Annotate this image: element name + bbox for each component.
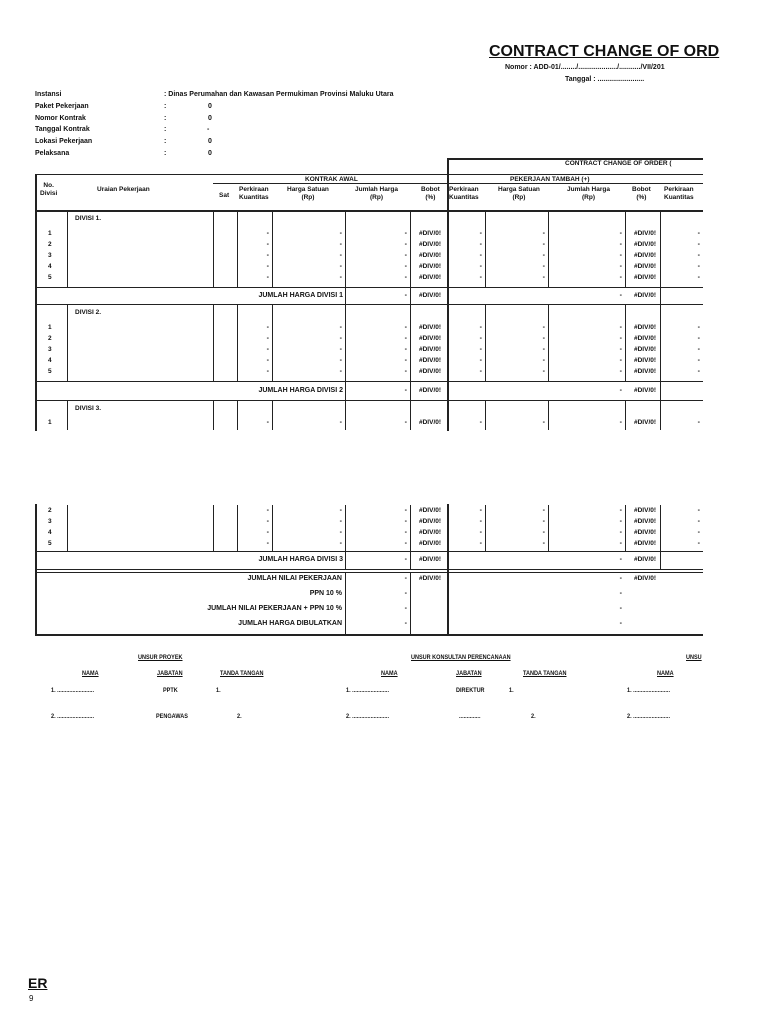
cell-dash: - [404, 605, 407, 612]
cell-div0: #DIV/0! [634, 556, 657, 563]
cell-dash: - [697, 540, 700, 547]
cell-dash: - [697, 335, 700, 342]
cell-dash: - [697, 241, 700, 248]
cell-div0: #DIV/0! [634, 419, 657, 426]
cell-dash: - [619, 230, 622, 237]
cell-dash: - [479, 263, 482, 270]
jabatan-heading: JABATAN [456, 670, 482, 677]
cell-dash: - [542, 346, 545, 353]
table-rule [213, 304, 214, 381]
cell-dash: - [339, 357, 342, 364]
col-bobot: Bobot (%) [421, 186, 440, 201]
cell-dash: - [542, 507, 545, 514]
cell-dash: - [697, 357, 700, 364]
cell-dash: - [619, 324, 622, 331]
table-rule [213, 183, 703, 184]
cell-dash: - [404, 263, 407, 270]
info-value-instansi: : Dinas Perumahan dan Kawasan Permukiman Provinsi Maluku Utara [164, 91, 394, 98]
unsur-konsultan-heading: UNSUR KONSULTAN PERENCANAAN [411, 654, 511, 661]
cell-dash: - [339, 507, 342, 514]
signature-name-line: 1. ........................ [346, 687, 389, 694]
cell-div0: #DIV/0! [419, 346, 442, 353]
cell-dash: - [619, 335, 622, 342]
cell-dash: - [697, 230, 700, 237]
cell-dash: - [542, 518, 545, 525]
row-number: 1 [48, 324, 52, 331]
row-number: 4 [48, 357, 52, 364]
row-number: 4 [48, 263, 52, 270]
cell-dash: - [619, 241, 622, 248]
cell-dash: - [542, 230, 545, 237]
cell-dash: - [479, 357, 482, 364]
cell-div0: #DIV/0! [419, 529, 442, 536]
signature-name-line: 2. ........................ [51, 713, 94, 720]
info-value-pelaksana: 0 [208, 150, 212, 157]
division-total-label: JUMLAH HARGA DIVISI 1 [258, 292, 343, 299]
division-title: DIVISI 3. [75, 405, 102, 412]
table-rule [35, 174, 703, 175]
col-no-divisi: No. Divisi [40, 182, 58, 197]
cell-dash: - [619, 575, 622, 582]
cell-dash: - [266, 241, 269, 248]
unsur-third-heading: UNSU [686, 654, 702, 661]
table-rule [625, 210, 626, 287]
row-number: 3 [48, 346, 52, 353]
col-perkiraan: Perkiraan Kuantitas [449, 186, 479, 201]
cell-dash: - [404, 518, 407, 525]
table-rule [660, 287, 661, 304]
signature-number: 1. [216, 687, 221, 694]
cell-dash: - [697, 252, 700, 259]
table-rule [35, 381, 703, 382]
cell-dash: - [619, 556, 622, 563]
cell-dash: - [404, 575, 407, 582]
cell-dash: - [339, 419, 342, 426]
table-rule [35, 400, 703, 401]
table-rule [410, 210, 411, 287]
row-number: 5 [48, 274, 52, 281]
cell-dash: - [266, 507, 269, 514]
col-jumlah-harga: Jumlah Harga (Rp) [567, 186, 610, 201]
cell-dash: - [697, 346, 700, 353]
division-title: DIVISI 2. [75, 309, 102, 316]
jabatan-pptk: PPTK [163, 687, 178, 694]
cell-dash: - [479, 518, 482, 525]
cell-dash: - [339, 230, 342, 237]
col-harga-satuan: Harga Satuan (Rp) [287, 186, 329, 201]
table-rule [410, 400, 411, 430]
cell-div0: #DIV/0! [634, 357, 657, 364]
info-label-lokasi: Lokasi Pekerjaan [35, 138, 93, 145]
cell-dash: - [542, 252, 545, 259]
cell-div0: #DIV/0! [634, 241, 657, 248]
cell-dash: - [266, 540, 269, 547]
row-number: 5 [48, 368, 52, 375]
cell-dash: - [697, 263, 700, 270]
table-rule [35, 572, 703, 573]
cell-dash: - [339, 529, 342, 536]
row-number: 5 [48, 540, 52, 547]
col-uraian: Uraian Pekerjaan [97, 186, 150, 193]
page-number: 9 [29, 994, 34, 1003]
cell-div0: #DIV/0! [419, 540, 442, 547]
footer-er: ER [28, 975, 48, 991]
cell-div0: #DIV/0! [634, 263, 657, 270]
cell-div0: #DIV/0! [419, 252, 442, 259]
cell-div0: #DIV/0! [419, 518, 442, 525]
cell-div0: #DIV/0! [634, 230, 657, 237]
cell-div0: #DIV/0! [634, 529, 657, 536]
cell-dash: - [619, 507, 622, 514]
tanda-tangan-heading: TANDA TANGAN [523, 670, 567, 677]
col-jumlah-harga: Jumlah Harga (Rp) [355, 186, 398, 201]
signature-number: 2. [531, 713, 536, 720]
table-rule [35, 569, 703, 570]
summary-label: JUMLAH NILAI PEKERJAAN [247, 575, 342, 582]
cell-div0: #DIV/0! [419, 230, 442, 237]
cell-dash: - [266, 252, 269, 259]
cell-div0: #DIV/0! [634, 292, 657, 299]
cell-dash: - [404, 324, 407, 331]
info-label-paket: Paket Pekerjaan [35, 103, 89, 110]
cell-dash: - [542, 419, 545, 426]
cell-dash: - [266, 335, 269, 342]
row-number: 3 [48, 252, 52, 259]
cell-div0: #DIV/0! [419, 241, 442, 248]
cell-dash: - [542, 274, 545, 281]
table-rule [67, 400, 68, 430]
table-rule [625, 304, 626, 381]
cell-div0: #DIV/0! [634, 518, 657, 525]
cell-dash: - [266, 368, 269, 375]
cell-dash: - [697, 419, 700, 426]
signature-number: 1. [509, 687, 514, 694]
cell-div0: #DIV/0! [419, 387, 442, 394]
cell-dash: - [339, 540, 342, 547]
page-gap [33, 431, 705, 504]
cell-dash: - [619, 419, 622, 426]
col-harga-satuan: Harga Satuan (Rp) [498, 186, 540, 201]
cell-div0: #DIV/0! [634, 575, 657, 582]
cell-dash: - [404, 590, 407, 597]
row-number: 2 [48, 335, 52, 342]
cell-dash: - [479, 529, 482, 536]
table-rule [660, 381, 661, 400]
cell-div0: #DIV/0! [419, 507, 442, 514]
cell-dash: - [697, 368, 700, 375]
cell-dash: - [619, 292, 622, 299]
cell-div0: #DIV/0! [419, 263, 442, 270]
col-bobot: Bobot (%) [632, 186, 651, 201]
cell-dash: - [542, 263, 545, 270]
cell-dash: - [404, 292, 407, 299]
cell-dash: - [542, 540, 545, 547]
cell-dash: - [404, 230, 407, 237]
cell-dash: - [266, 518, 269, 525]
row-number: 4 [48, 529, 52, 536]
cell-div0: #DIV/0! [634, 324, 657, 331]
cell-dash: - [339, 274, 342, 281]
cell-dash: - [266, 346, 269, 353]
summary-label: JUMLAH NILAI PEKERJAAN + PPN 10 % [207, 605, 342, 612]
cell-div0: #DIV/0! [634, 387, 657, 394]
table-rule [213, 400, 214, 430]
cell-dash: - [339, 252, 342, 259]
cell-dash: - [479, 335, 482, 342]
cco-table [35, 158, 703, 634]
cell-dash: - [697, 274, 700, 281]
cell-dash: - [404, 357, 407, 364]
signature-name-line: 1. ........................ [627, 687, 670, 694]
cell-dash: - [619, 263, 622, 270]
pekerjaan-tambah-header: PEKERJAAN TAMBAH (+) [510, 176, 590, 183]
info-value-paket: 0 [208, 103, 212, 110]
cell-dash: - [479, 230, 482, 237]
nama-heading: NAMA [657, 670, 674, 677]
cell-div0: #DIV/0! [419, 419, 442, 426]
division-title: DIVISI 1. [75, 215, 102, 222]
table-rule [410, 304, 411, 381]
cell-dash: - [479, 324, 482, 331]
signature-number: 2. [237, 713, 242, 720]
info-label-instansi: Instansi [35, 91, 62, 98]
cell-dash: - [404, 241, 407, 248]
cell-div0: #DIV/0! [419, 575, 442, 582]
cell-dash: - [542, 335, 545, 342]
cell-dash: - [339, 346, 342, 353]
cell-dash: - [339, 518, 342, 525]
cell-dash: - [619, 540, 622, 547]
table-rule [410, 381, 411, 400]
cell-dash: - [266, 357, 269, 364]
cell-dash: - [697, 518, 700, 525]
cell-dash: - [404, 387, 407, 394]
cell-dash: - [542, 529, 545, 536]
table-rule [625, 400, 626, 430]
table-rule [410, 551, 411, 569]
col-perkiraan: Perkiraan Kuantitas [664, 186, 694, 201]
cell-dash: - [619, 620, 622, 627]
cell-div0: #DIV/0! [419, 357, 442, 364]
row-number: 1 [48, 230, 52, 237]
row-number: 3 [48, 518, 52, 525]
cell-dash: - [479, 507, 482, 514]
cell-dash: - [619, 368, 622, 375]
cell-dash: - [479, 346, 482, 353]
signature-name-line: 1. ........................ [51, 687, 94, 694]
info-colon: : [164, 126, 167, 133]
cell-div0: #DIV/0! [634, 335, 657, 342]
cell-dash: - [479, 540, 482, 547]
document-title: CONTRACT CHANGE OF ORD [489, 43, 720, 60]
cell-dash: - [339, 324, 342, 331]
cell-dash: - [697, 507, 700, 514]
cell-div0: #DIV/0! [419, 274, 442, 281]
nama-heading: NAMA [82, 670, 99, 677]
row-number: 2 [48, 241, 52, 248]
table-rule [625, 505, 626, 551]
jabatan-pengawas: PENGAWAS [156, 713, 188, 720]
cell-dash: - [619, 387, 622, 394]
document-date: Tanggal : ........................ [565, 76, 645, 83]
cell-dash: - [619, 346, 622, 353]
table-rule [410, 505, 411, 551]
cell-dash: - [404, 419, 407, 426]
row-number: 2 [48, 507, 52, 514]
unsur-proyek-heading: UNSUR PROYEK [138, 654, 183, 661]
cell-dash: - [404, 368, 407, 375]
cell-dash: - [404, 335, 407, 342]
table-rule [67, 304, 68, 381]
row-number: 1 [48, 419, 52, 426]
cell-dash: - [339, 335, 342, 342]
jabatan-dots: .............. [459, 713, 481, 720]
table-rule [213, 505, 214, 551]
table-rule [35, 304, 703, 305]
info-colon: : [164, 115, 167, 122]
table-rule [213, 210, 214, 287]
cell-dash: - [619, 529, 622, 536]
cell-dash: - [479, 368, 482, 375]
kontrak-awal-header: KONTRAK AWAL [305, 176, 358, 183]
info-value-nomor-kontrak: 0 [208, 115, 212, 122]
cco-header: CONTRACT CHANGE OF ORDER ( [565, 160, 672, 167]
cell-dash: - [404, 540, 407, 547]
cell-dash: - [619, 252, 622, 259]
info-label-nomor-kontrak: Nomor Kontrak [35, 115, 86, 122]
cell-dash: - [266, 263, 269, 270]
table-rule [35, 210, 703, 212]
info-colon: : [164, 150, 167, 157]
col-sat: Sat [219, 192, 230, 199]
jabatan-direktur: DIREKTUR [456, 687, 485, 694]
cell-div0: #DIV/0! [419, 335, 442, 342]
cell-dash: - [619, 274, 622, 281]
cell-dash: - [619, 518, 622, 525]
tanda-tangan-heading: TANDA TANGAN [220, 670, 264, 677]
info-value-lokasi: 0 [208, 138, 212, 145]
cell-dash: - [479, 241, 482, 248]
table-rule [410, 287, 411, 304]
cell-div0: #DIV/0! [634, 252, 657, 259]
table-rule [67, 505, 68, 551]
cell-div0: #DIV/0! [419, 368, 442, 375]
cell-dash: - [697, 324, 700, 331]
cell-dash: - [339, 368, 342, 375]
cell-div0: #DIV/0! [634, 540, 657, 547]
signature-name-line: 2. ........................ [346, 713, 389, 720]
cell-dash: - [404, 529, 407, 536]
info-colon: : [164, 103, 167, 110]
cell-div0: #DIV/0! [419, 324, 442, 331]
table-rule [35, 287, 703, 288]
cell-div0: #DIV/0! [634, 368, 657, 375]
cell-dash: - [619, 605, 622, 612]
document-number: Nomor : ADD-01/......../..................../.........../VII/201 [505, 64, 665, 71]
cell-div0: #DIV/0! [634, 274, 657, 281]
cell-dash: - [479, 252, 482, 259]
table-rule [660, 551, 661, 569]
cell-div0: #DIV/0! [634, 507, 657, 514]
info-colon: : [164, 138, 167, 145]
info-label-tanggal-kontrak: Tanggal Kontrak [35, 126, 90, 133]
cell-div0: #DIV/0! [419, 556, 442, 563]
cell-dash: - [542, 357, 545, 364]
cell-dash: - [339, 263, 342, 270]
cell-dash: - [619, 357, 622, 364]
cell-dash: - [542, 324, 545, 331]
cell-dash: - [479, 274, 482, 281]
table-rule [67, 210, 68, 287]
table-rule [35, 174, 37, 634]
division-total-label: JUMLAH HARGA DIVISI 2 [258, 387, 343, 394]
signature-name-line: 2. ........................ [627, 713, 670, 720]
cell-dash: - [266, 230, 269, 237]
cell-dash: - [404, 507, 407, 514]
summary-label: PPN 10 % [309, 590, 342, 597]
cell-dash: - [404, 274, 407, 281]
summary-label: JUMLAH HARGA DIBULATKAN [238, 620, 342, 627]
cell-dash: - [404, 346, 407, 353]
cell-dash: - [479, 419, 482, 426]
nama-heading: NAMA [381, 670, 398, 677]
cell-dash: - [266, 324, 269, 331]
cell-dash: - [404, 620, 407, 627]
info-label-pelaksana: Pelaksana [35, 150, 70, 157]
cell-div0: #DIV/0! [634, 346, 657, 353]
cell-dash: - [266, 274, 269, 281]
table-rule [35, 551, 703, 552]
division-total-label: JUMLAH HARGA DIVISI 3 [258, 556, 343, 563]
col-perkiraan: Perkiraan Kuantitas [239, 186, 269, 201]
cell-dash: - [266, 529, 269, 536]
jabatan-heading: JABATAN [157, 670, 183, 677]
cell-dash: - [542, 368, 545, 375]
cell-dash: - [542, 241, 545, 248]
cell-dash: - [697, 529, 700, 536]
info-value-tanggal-kontrak: - [207, 126, 210, 133]
cell-dash: - [619, 590, 622, 597]
cell-div0: #DIV/0! [419, 292, 442, 299]
table-rule [410, 572, 411, 634]
cell-dash: - [339, 241, 342, 248]
cell-dash: - [404, 252, 407, 259]
cell-dash: - [404, 556, 407, 563]
table-rule [35, 634, 703, 636]
cell-dash: - [266, 419, 269, 426]
